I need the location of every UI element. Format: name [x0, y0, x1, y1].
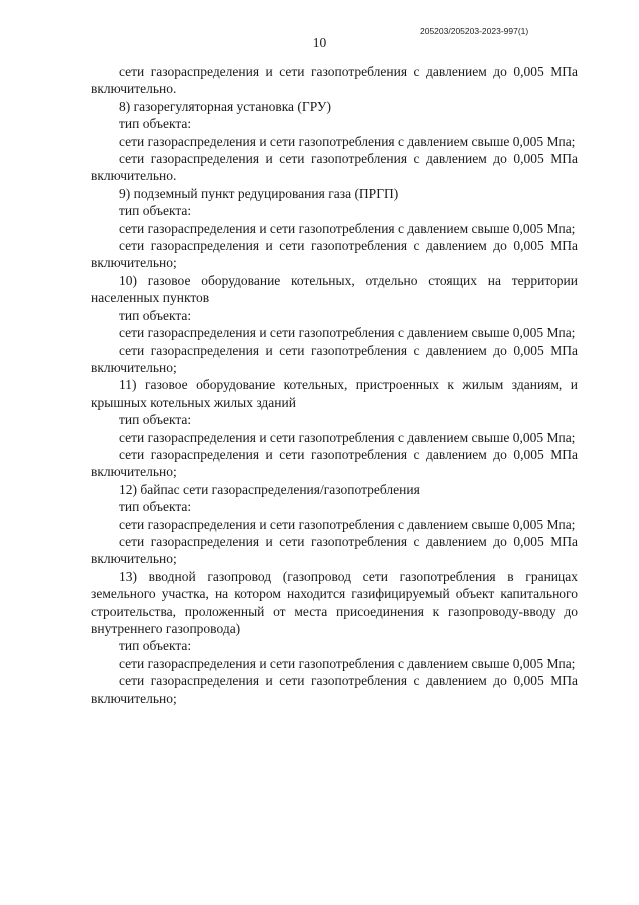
- paragraph: сети газораспределения и сети газопотребления с давлением до 0,005 МПа включительно.: [91, 151, 578, 184]
- object-type-label: тип объекта:: [119, 203, 192, 219]
- paragraph: сети газораспределения и сети газопотребления с давлением свыше 0,005 Мпа;: [119, 133, 576, 149]
- paragraph: сети газораспределения и сети газопотребления с давлением свыше 0,005 Мпа;: [119, 516, 576, 532]
- object-type-label: тип объекта:: [119, 307, 192, 323]
- list-item-heading: 10) газовое оборудование котельных, отдельно стоящих на территории населенных пунктов: [91, 272, 578, 306]
- list-item-heading: 12) байпас сети газораспределения/газопотребления: [119, 481, 420, 497]
- object-type-label: тип объекта:: [119, 412, 192, 428]
- paragraph: сети газораспределения и сети газопотребления с давлением свыше 0,005 Мпа;: [119, 655, 576, 671]
- list-item-heading: 11) газовое оборудование котельных, пристроенных к жилым зданиям, и крышных котельных жилых зданий: [91, 377, 578, 410]
- paragraph: сети газораспределения и сети газопотребления с давлением до 0,005 МПа включительно;: [91, 533, 578, 567]
- paragraph: сети газораспределения и сети газопотребления с давлением до 0,005 МПа включительно;: [91, 238, 578, 271]
- object-type-label: тип объекта:: [119, 499, 192, 515]
- list-item-heading: 9) подземный пункт редуцирования газа (ПРГП): [119, 185, 399, 201]
- page-number: 10: [312, 35, 327, 50]
- paragraph: сети газораспределения и сети газопотребления с давлением свыше 0,005 Мпа;: [119, 220, 576, 236]
- object-type-label: тип объекта:: [119, 638, 192, 654]
- document-id: 205203/205203-2023-997(1): [420, 26, 529, 36]
- paragraph: сети газораспределения и сети газопотребления с давлением до 0,005 МПа включительно.: [91, 64, 578, 97]
- paragraph: сети газораспределения и сети газопотребления с давлением до 0,005 МПа включительно;: [91, 446, 578, 480]
- paragraph: сети газораспределения и сети газопотребления с давлением свыше 0,005 Мпа;: [119, 429, 576, 445]
- paragraph: сети газораспределения и сети газопотребления с давлением до 0,005 МПа включительно;: [91, 342, 578, 375]
- paragraph: сети газораспределения и сети газопотребления с давлением до 0,005 МПа включительно;: [91, 673, 578, 706]
- document-body: [91, 63, 578, 707]
- paragraph: сети газораспределения и сети газопотребления с давлением свыше 0,005 Мпа;: [119, 325, 576, 341]
- list-item-heading: 8) газорегуляторная установка (ГРУ): [119, 98, 331, 114]
- list-item-heading: 13) вводной газопровод (газопровод сети газопотребления в границах земельного участка, на котором находится газифицируемый объект капитального строительства, проложенный от места присоединения к газопроводу-вводу до внутреннего газопровода): [91, 568, 578, 636]
- object-type-label: тип объекта:: [119, 116, 192, 132]
